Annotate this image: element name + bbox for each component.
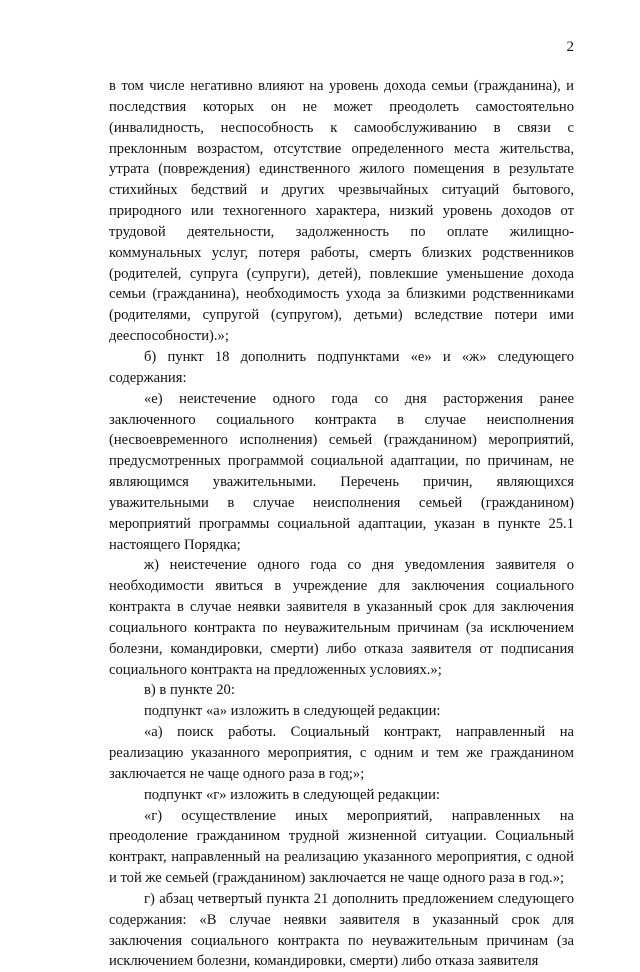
paragraph-subpoint-a-text: «а) поиск работы. Социальный контракт, направленный на реализацию указанного мероприятия, с одним и тем же гражданином заключается не чаще одного раза в год;»; <box>109 724 574 782</box>
paragraph-item-b: б) пункт 18 дополнить подпунктами «е» и «ж» следующего содержания: <box>109 348 574 386</box>
paragraph-item-g: г) абзац четвертый пункта 21 дополнить предложением следующего содержания: «В случае неявки заявителя в указанный срок для заключения социального контракта по неуважительным причинам (за исключением болезни, командировки, смерти) либо отказа заявителя <box>109 890 574 970</box>
page-number: 2 <box>566 39 574 55</box>
paragraph-item-v: в) в пункте 20: <box>144 682 235 699</box>
document-body <box>109 76 574 972</box>
paragraph-subpoint-g-text: «г) осуществление иных мероприятий, направленных на преодоление гражданином трудной жизненной ситуации. Социальный контракт, направленный на реализацию указанного мероприятия, с одной и той же семьей (гражданином) заключается не чаще одного раза в год.»; <box>109 807 574 887</box>
paragraph-continuation: в том числе негативно влияют на уровень дохода семьи (гражданина), и последствия которых он не может преодолеть самостоятельно (инвалидность, неспособность к самообслуживанию в связи с преклонным возрастом, отсутствие определенного места жительства, утрата (повреждения) единственного жилого помещения в результате стихийных бедствий и других чрезвычайных ситуаций бытового, природного или техногенного характера, низкий уровень доходов от трудовой деятельности, задолженность по оплате жилищно-коммунальных услуг, потеря работы, смерть близких родственников (родителей, супруга (супруги), детей), повлекшие уменьшение дохода семьи (гражданина), необходимость ухода за близкими родственниками (родителями, супругой (супругом), детьми) вследствие потери ими дееспособности).»; <box>109 78 574 345</box>
paragraph-subpoint-a-intro: подпункт «а» изложить в следующей редакции: <box>144 703 441 720</box>
paragraph-subpoint-g-intro: подпункт «г» изложить в следующей редакции: <box>144 786 440 803</box>
paragraph-subitem-e: «е) неистечение одного года со дня расторжения ранее заключенного социального контракта в случае неисполнения (несвоевременного исполнения) семьей (гражданином) мероприятий, предусмотренных программой социальной адаптации, по причинам, не являющимся уважительными. Перечень причин, являющихся уважительными в случае неисполнения семьей (гражданином) мероприятий программы социальной адаптации, указан в пункте 25.1 настоящего Порядка; <box>109 390 574 553</box>
paragraph-subitem-zh: ж) неистечение одного года со дня уведомления заявителя о необходимости явиться в учреждение для заключения социального контракта в случае неявки заявителя в указанный срок для заключения социального контракта по неуважительным причинам (за исключением болезни, командировки, смерти) либо отказа заявителя от подписания социального контракта на предложенных условиях.»; <box>109 557 574 678</box>
